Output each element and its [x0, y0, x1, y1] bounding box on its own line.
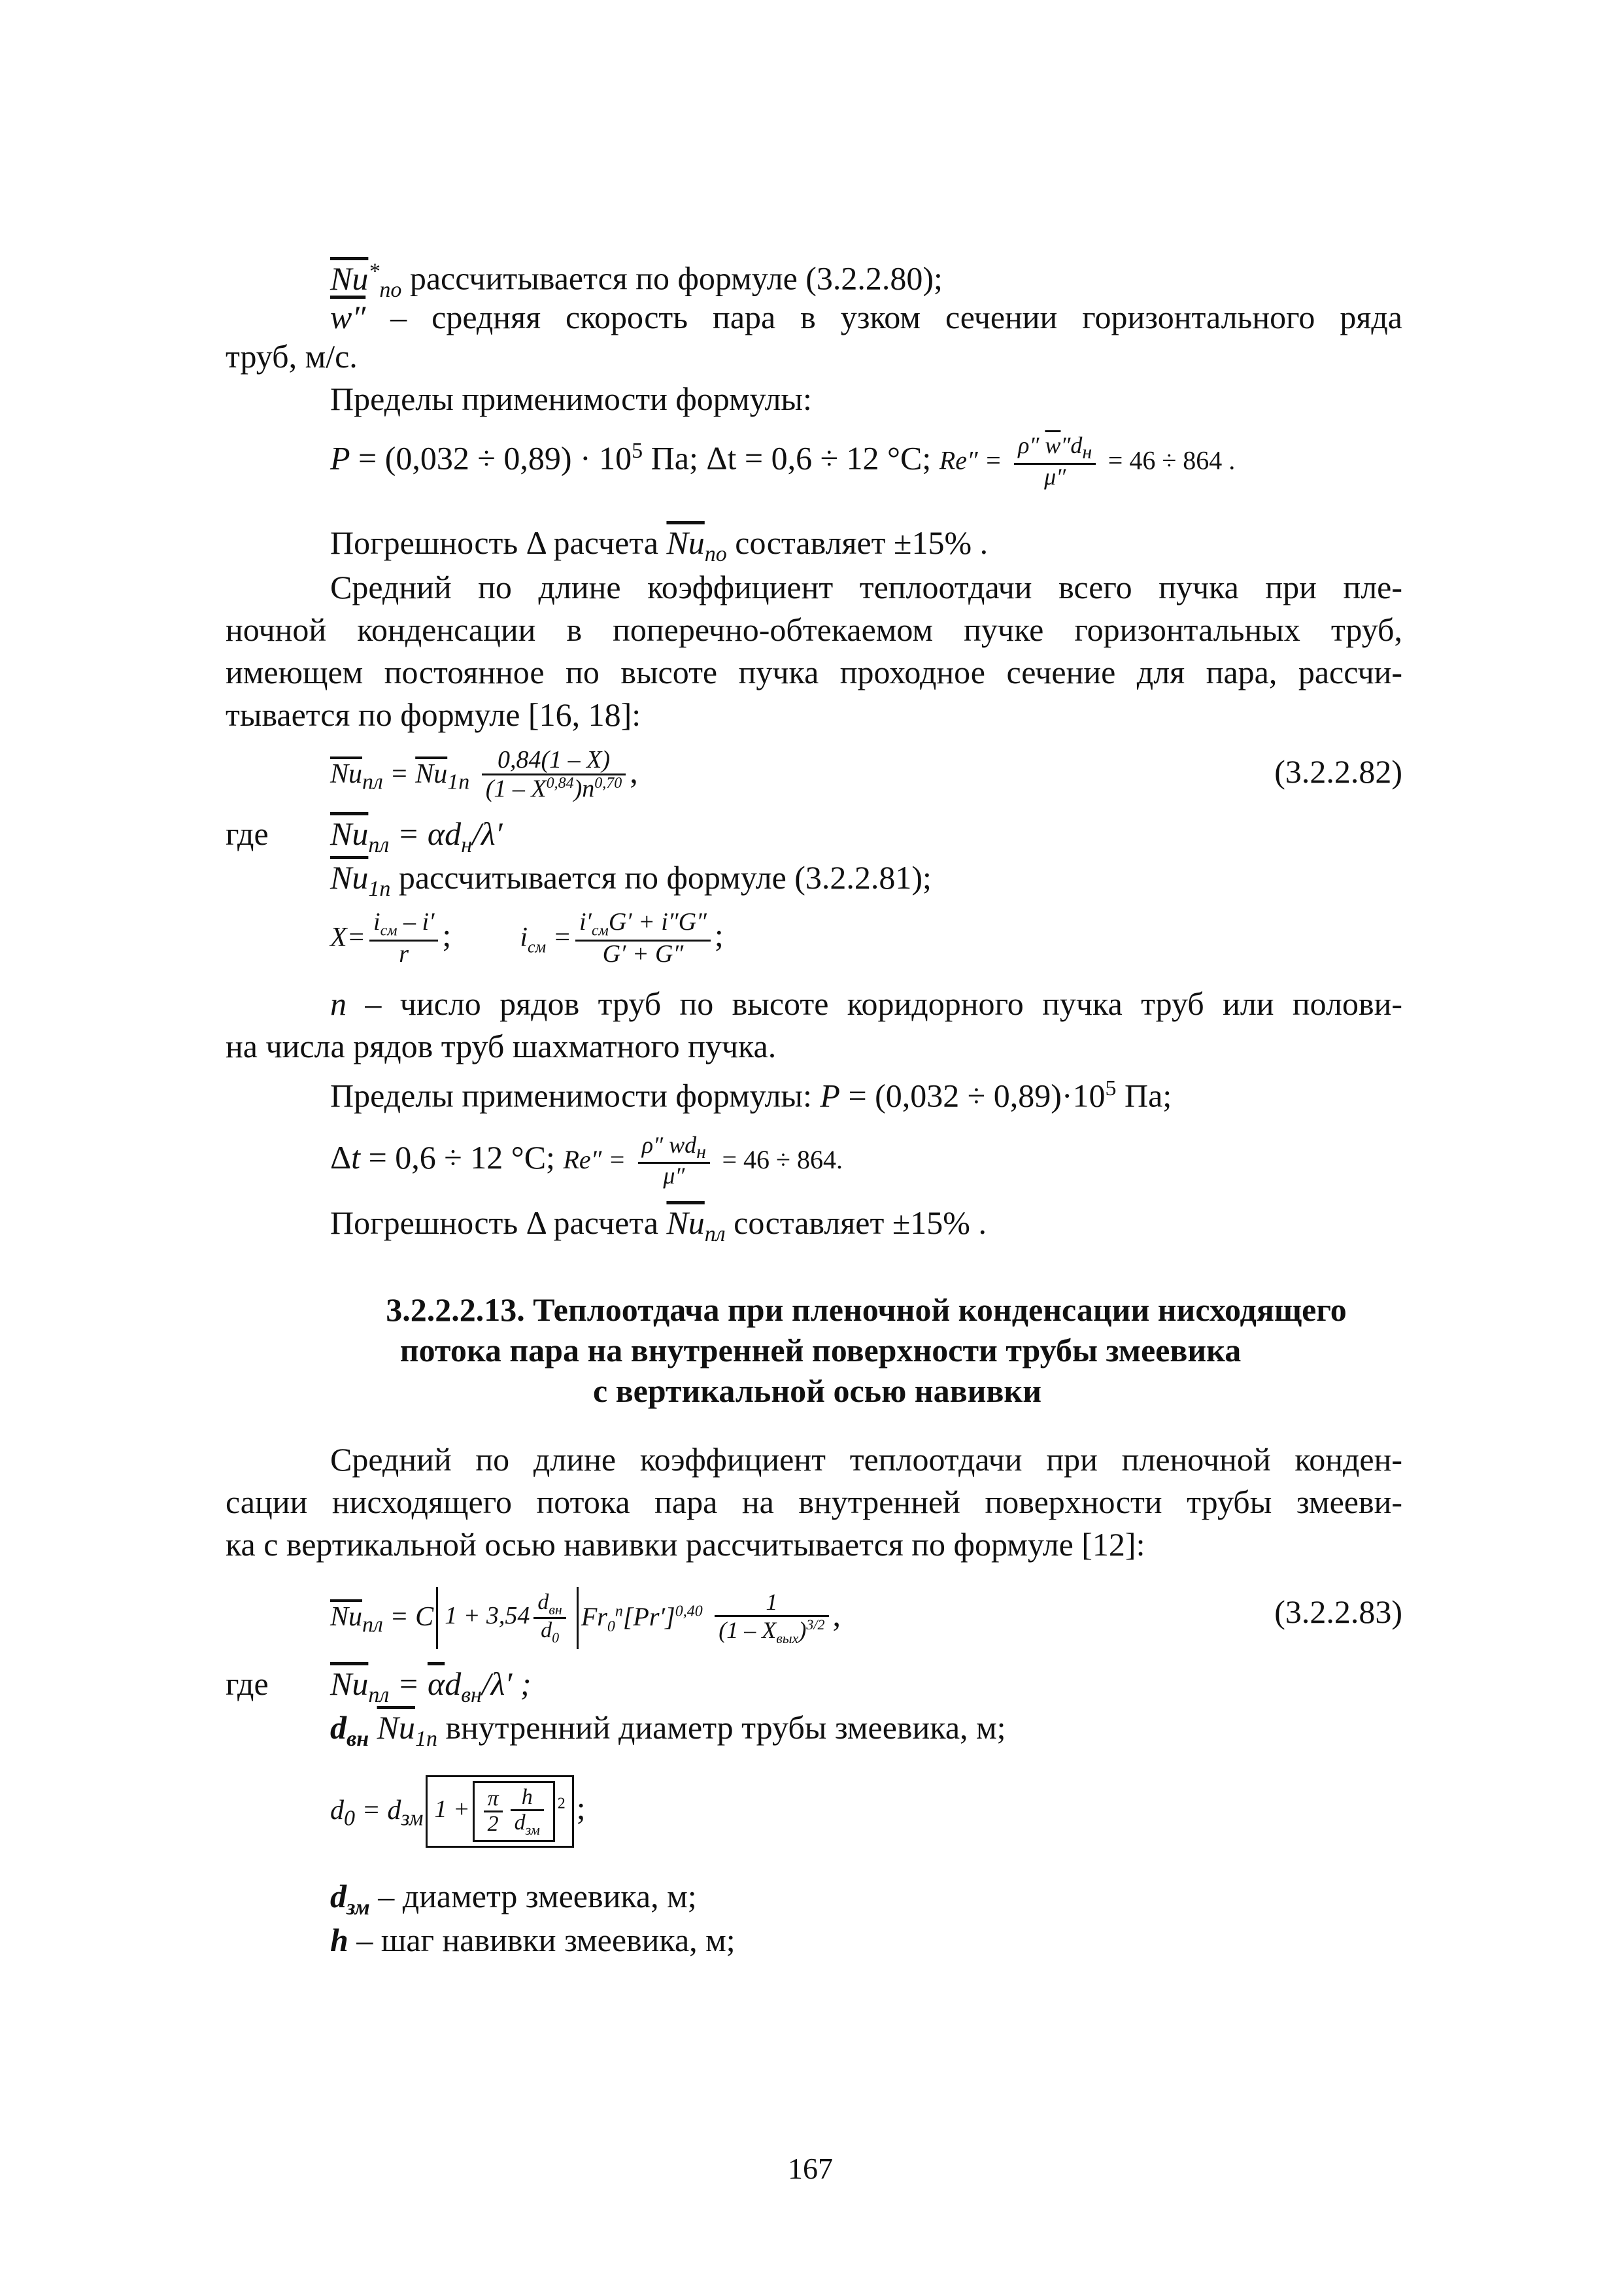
text-line-1: рассчитывается по формуле (3.2.2.80); [409, 260, 943, 297]
line-n-rows: n – число рядов труб по высоте коридорного пучка труб или полови- [330, 985, 1402, 1022]
page-number: 167 [788, 2152, 833, 2185]
text-line-3: труб, м/с. [226, 338, 358, 375]
formula-w: w″ [330, 299, 366, 335]
text-line-10: тывается по формуле [16, 18]: [226, 696, 641, 733]
text-line-4: Пределы применимости формулы: [330, 381, 812, 417]
formula-3-2-2-83: $\overline{Nu}_{пл} = C$ 1 + 3,54 $\frac{d_{вн}}{d_0}$ $Fr_0^n[Pr']^{0,40}$ $\frac{1}{(1 - X_{вых})^{3/2}}$ , (3.2.2.83) [330, 1569, 1402, 1654]
text-line-16: на числа рядов труб шахматного пучка. [226, 1028, 777, 1064]
formula-limits-2: Пределы применимости формулы: $P = (0,032 \div 0,89)\cdot 10^5$ Па; [330, 1076, 1172, 1114]
formula-limits-1: $P = (0,032 \div 0,89) \cdot 10^5$ Па; Δt = 0,6 ÷ 12 °C; Re″ = $\frac{\rho'' \overline{w}''d_н}{\mu''}$ = 46 ÷ 864 . [330, 432, 1236, 490]
line-h-pitch: h – шаг навивки змеевика, м; [330, 1922, 736, 1958]
formula-nu-pl-def: $\overline{Nu}_{пл} = \alpha d_н/\lambda'$ [330, 815, 503, 857]
line-error-1: Погрешность Δ расчета $\overline{Nu}_{по}$ составляет ±15% . [330, 524, 989, 566]
text-line-20: Средний по длине коэффициент теплоотдачи при пленочной конден- [330, 1441, 1402, 1478]
line-d-coil: $d_{зм}$ – диаметр змеевика, м; [330, 1878, 697, 1920]
equation-number-82: (3.2.2.82) [1274, 753, 1402, 790]
line-nu-1p: $\overline{Nu}_{1п}$ рассчитывается по формуле (3.2.2.81); [330, 859, 932, 901]
section-heading-line-3: с вертикальной осью навивки [592, 1372, 1042, 1409]
formula-x-ism: X= $\frac{i_{см} - i'}{r}$ ; $i_{см}$ = $\frac{i'_{см}G' + i''G''}{G' + G''}$ ; [330, 908, 724, 968]
text-line-9: имеющем постоянное по высоте пучка проходное сечение для пара, рассчи- [226, 654, 1402, 690]
text-line-8: ночной конденсации в поперечно-обтекаемом пучке горизонтальных труб, [226, 611, 1402, 648]
line-w-speed: w″ – средняя скорость пара в узком сечении горизонтального ряда [330, 299, 1402, 335]
section-heading-line-2: потока пара на внутренней поверхности трубы змеевика [399, 1332, 1242, 1368]
equation-number-83: (3.2.2.83) [1274, 1593, 1402, 1630]
formula-d0: $d_0 = d_{зм}$ 1 + $\frac{\pi}{2}$ $\frac{h}{d_{зм}}$ $^2$ ; [330, 1759, 586, 1857]
line-d-inner: $d_{вн}$ $\overline{Nu}_{1п}$ внутренний диаметр трубы змеевика, м; [330, 1709, 1006, 1751]
formula-limits-3: Δt = 0,6 ÷ 12 °C; Re″ = $\frac{\rho'' wd_н}{\mu''}$ = 46 ÷ 864. [330, 1131, 843, 1189]
line-error-2: Погрешность Δ расчета $\overline{Nu}_{пл}$ составляет ±15% . [330, 1204, 987, 1246]
formula-nu-pl-def-2: $\overline{Nu}_{пл} = \overline{\alpha}d_{вн}/\lambda'$ ; [330, 1665, 532, 1707]
formula-3-2-2-82: $\overline{Nu}_{пл} = \overline{Nu}_{1п}$ $\frac{0,84(1 - X)}{(1 - X^{0,84})n^{0,70}}$ , (3.2.2.82) [330, 736, 1402, 808]
text-line-7: Средний по длине коэффициент теплоотдачи всего пучка при пле- [330, 569, 1402, 605]
where-label-2: где [226, 1665, 269, 1702]
text-line-22: ка с вертикальной осью навивки рассчитывается по формуле [12]: [226, 1526, 1145, 1563]
where-label-1: где [226, 815, 269, 852]
section-heading-line-1: 3.2.2.2.13. Теплоотдача при пленочной конденсации нисходящего [386, 1291, 1347, 1328]
formula-nu-star: $\overline{Nu}^*_{по}$ [330, 259, 402, 302]
text-line-21: сации нисходящего потока пара на внутренней поверхности трубы змееви- [226, 1484, 1402, 1520]
